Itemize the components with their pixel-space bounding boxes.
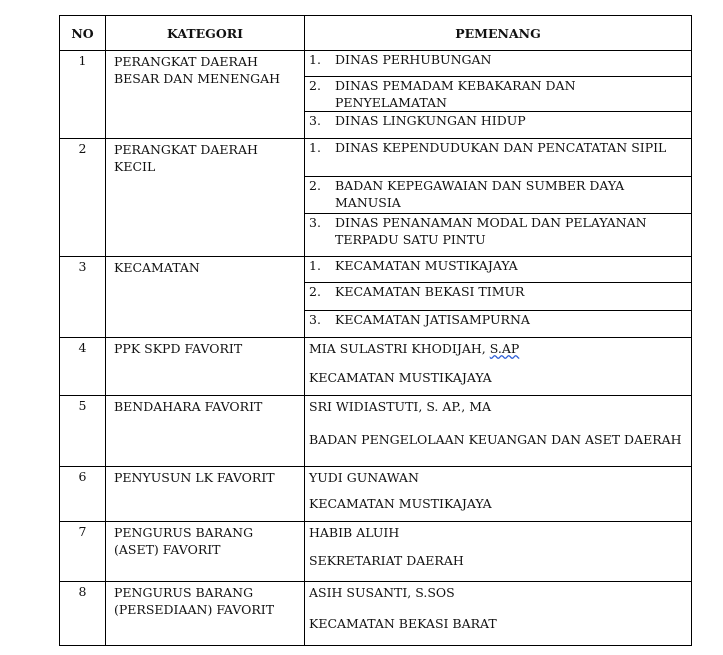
table-row: [60, 338, 692, 396]
winner-cell: [305, 522, 692, 582]
category: PENGURUS BARANG (PERSEDIAAN) FAVORIT: [106, 582, 305, 646]
header-kategori: KATEGORI: [106, 16, 305, 51]
winner-name: BADAN KEPEGAWAIAN DAN SUMBER DAYA MANUSIA: [331, 176, 691, 213]
row-number: 1: [60, 51, 106, 139]
list-number: 3.: [309, 214, 321, 230]
list-number: 1.: [305, 257, 331, 282]
category: PERANGKAT DAERAH BESAR DAN MENENGAH: [106, 51, 305, 139]
winner-name: DINAS LINGKUNGAN HIDUP: [335, 112, 526, 128]
category: PERANGKAT DAERAH KECIL: [106, 139, 305, 257]
winner-person: HABIB ALUIH: [309, 525, 400, 540]
category: BENDAHARA FAVORIT: [106, 396, 305, 467]
row-number: 2: [60, 139, 106, 257]
winner-list: [305, 51, 692, 139]
header-pemenang: PEMENANG: [305, 16, 692, 51]
list-number: 1.: [305, 51, 331, 76]
row-number: 8: [60, 582, 106, 646]
list-number: 3.: [309, 311, 321, 327]
list-number: 1.: [305, 139, 331, 176]
winner-unit: BADAN PENGELOLAAN KEUANGAN DAN ASET DAERAH: [309, 432, 682, 447]
row-number: 4: [60, 338, 106, 396]
row-number: 6: [60, 467, 106, 522]
category: PENGURUS BARANG (ASET) FAVORIT: [106, 522, 305, 582]
category: PPK SKPD FAVORIT: [106, 338, 305, 396]
winner-name: DINAS PEMADAM KEBAKARAN DAN PENYELAMATAN: [331, 76, 691, 111]
winner-list: [305, 139, 692, 257]
row-number: 3: [60, 257, 106, 338]
winner-name: DINAS PENANAMAN MODAL DAN PELAYANAN TERPADU SATU PINTU: [335, 214, 647, 247]
winner-cell: [305, 467, 692, 522]
table-row: [60, 396, 692, 467]
table-row: [60, 257, 692, 338]
winner-name: KECAMATAN JATISAMPURNA: [335, 311, 530, 327]
winner-unit: KECAMATAN MUSTIKAJAYA: [309, 496, 492, 511]
table-row: [60, 139, 692, 257]
winner-person: ASIH SUSANTI, S.SOS: [309, 585, 455, 600]
winner-name: KECAMATAN BEKASI TIMUR: [331, 282, 691, 310]
winner-cell: [305, 582, 692, 646]
winner-person-title: S.AP: [489, 341, 520, 356]
header-row: [60, 16, 692, 51]
winner-person: [309, 340, 685, 357]
list-number: 2.: [305, 176, 331, 213]
winner-person: YUDI GUNAWAN: [309, 470, 419, 485]
winner-name: DINAS PERHUBUNGAN: [331, 51, 691, 76]
winner-person-name: MIA SULASTRI KHODIJAH,: [309, 341, 490, 356]
winner-name: KECAMATAN MUSTIKAJAYA: [331, 257, 691, 282]
winner-list: [305, 257, 692, 338]
table-row: [60, 582, 692, 646]
winner-unit: KECAMATAN BEKASI BARAT: [309, 616, 497, 631]
list-number: 2.: [305, 282, 331, 310]
category: KECAMATAN: [106, 257, 305, 338]
list-number: 2.: [305, 76, 331, 111]
winner-person: SRI WIDIASTUTI, S. AP., MA: [309, 399, 492, 414]
winner-unit: SEKRETARIAT DAERAH: [309, 553, 464, 568]
winner-unit: KECAMATAN MUSTIKAJAYA: [309, 370, 492, 385]
winner-name: DINAS KEPENDUDUKAN DAN PENCATATAN SIPIL: [331, 139, 691, 176]
winner-cell: [305, 396, 692, 467]
row-number: 7: [60, 522, 106, 582]
row-number: 5: [60, 396, 106, 467]
table-row: [60, 51, 692, 139]
winner-cell: [305, 338, 692, 396]
category: PENYUSUN LK FAVORIT: [106, 467, 305, 522]
header-no: NO: [60, 16, 106, 51]
winners-table: [59, 15, 692, 646]
table-row: [60, 522, 692, 582]
table-row: [60, 467, 692, 522]
list-number: 3.: [309, 112, 321, 128]
